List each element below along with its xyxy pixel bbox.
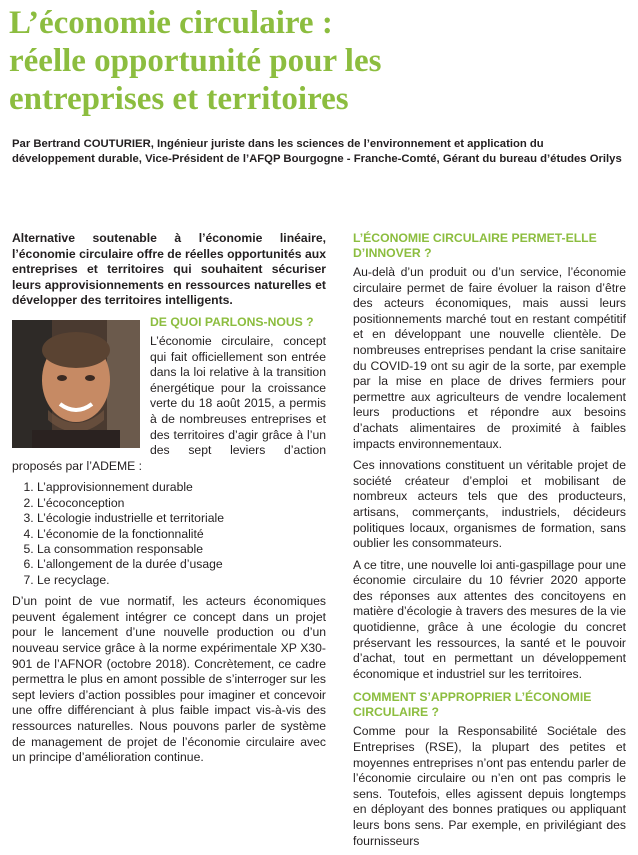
list-item: 6. L’allongement de la durée d’usage <box>37 557 326 572</box>
article-title <box>9 4 629 118</box>
right-column <box>353 231 626 855</box>
author-byline: Par Bertrand COUTURIER, Ingénieur juriste dans les sciences de l’environnement et application du développement durable, Vice-Président de l’AFQP Bourgogne - Franche-Comté, Gérant du bureau d’études Orilys <box>12 138 622 165</box>
paragraph-innovations: Ces innovations constituent un véritable projet de société créateur d’emploi et mobilisant de nombreux acteurs tels que des producteurs, artisans, commerçants, industriels, décideurs politiques locaux, organismes de formation, sans oublier les consommateurs. <box>353 458 626 551</box>
paragraph-normatif: D’un point de vue normatif, les acteurs économiques peuvent également intégrer ce concept dans un projet pour le lancement d’une nouvelle production ou d’un nouveau service grâce à la norme expérimentale XP X30-901 de l’AFNOR (octobre 2018). Concrètement, ce cadre permettra le plus en amont possible de s’interroger sur les sept leviers d’action possibles pour imaginer et concevoir une offre différenciant à plus faible impact vis-à-vis des ressources naturelles. Nous pouvons parler de système de management de projet de l’économie circulaire avec un principe d’amélioration continue. <box>12 594 326 765</box>
section-heading-approprier: COMMENT S’APPROPRIER L’ÉCONOMIE CIRCULAIRE ? <box>353 690 592 720</box>
list-item: 2. L’écoconception <box>37 496 326 511</box>
list-item: 3. L’écologie industrielle et territoriale <box>37 511 326 526</box>
title-line-3: entreprises et territoires <box>9 81 349 117</box>
intro-paragraph: Alternative soutenable à l’économie linéaire, l’économie circulaire offre de réelles opportunités aux entreprises et territoires qui souhaitent sécuriser leurs approvisionnements en ressources naturelles et développer des territoires intelligents. <box>12 231 326 308</box>
title-line-1: L’économie circulaire : <box>9 5 333 41</box>
paragraph-concept: L’économie circulaire, concept qui fait officiellement son entrée dans la loi relative à la transition énergétique pour la croissance verte du 18 août 2015, a permis à de nombreuses entreprises et des territoires d’agir grâce à l’un des sept leviers d’action proposés par l’ADEME : <box>12 333 326 473</box>
photo-section <box>12 315 326 480</box>
left-column <box>12 231 326 772</box>
author-portrait-image <box>12 320 140 448</box>
paragraph-loi: A ce titre, une nouvelle loi anti-gaspillage pour une économie circulaire du 10 février 2020 apporte des réponses aux attentes des concitoyens en matière d’écologie à travers des mesures de la vie quotidienne, grâce à une écologie du concret préservant les ressources, la santé et le pouvoir d’achat, tout en permettant un développement économique et industriel sur les territoires. <box>353 557 626 681</box>
title-line-2: réelle opportunité pour les <box>9 43 382 79</box>
paragraph-rse: Comme pour la Responsabilité Sociétale des Entreprises (RSE), la plupart des petites et moyennes entreprises n’ont pas entendu parler de l’économie circulaire ou n’en ont pas compris le sens. Toutefois, elles agissent depuis longtemps en déployant des bonnes pratiques ou appliquant leurs bons sens. Par exemple, en privilégiant des fournisseurs <box>353 724 626 848</box>
paragraph-innover: Au-delà d’un produit ou d’un service, l’économie circulaire permet de faire évoluer la raison d’être des acteurs économiques, mais aussi leurs positionnements marché tout en restant compétitif et en développant une nouvelle clientèle. De nombreuses entreprises pendant la crise sanitaire du COVID-19 ont su agir de la sorte, par exemple par la mise en place de drives fermiers pour permettre aux agriculteurs de vendre localement leurs productions et répondre aux besoins d’achats alimentaires de proximité à faibles impacts environnementaux. <box>353 265 626 451</box>
list-item: 7. Le recyclage. <box>37 573 326 588</box>
list-item: 5. La consommation responsable <box>37 542 326 557</box>
leviers-list <box>12 480 326 588</box>
author-photo <box>12 320 140 448</box>
section-heading-innover: L’ÉCONOMIE CIRCULAIRE PERMET-ELLE D’INNOVER ? <box>353 231 597 260</box>
list-item: 1. L’approvisionnement durable <box>37 480 326 495</box>
section-heading-de-quoi: DE QUOI PARLONS-NOUS ? <box>150 314 314 329</box>
list-item: 4. L’économie de la fonctionnalité <box>37 527 326 542</box>
